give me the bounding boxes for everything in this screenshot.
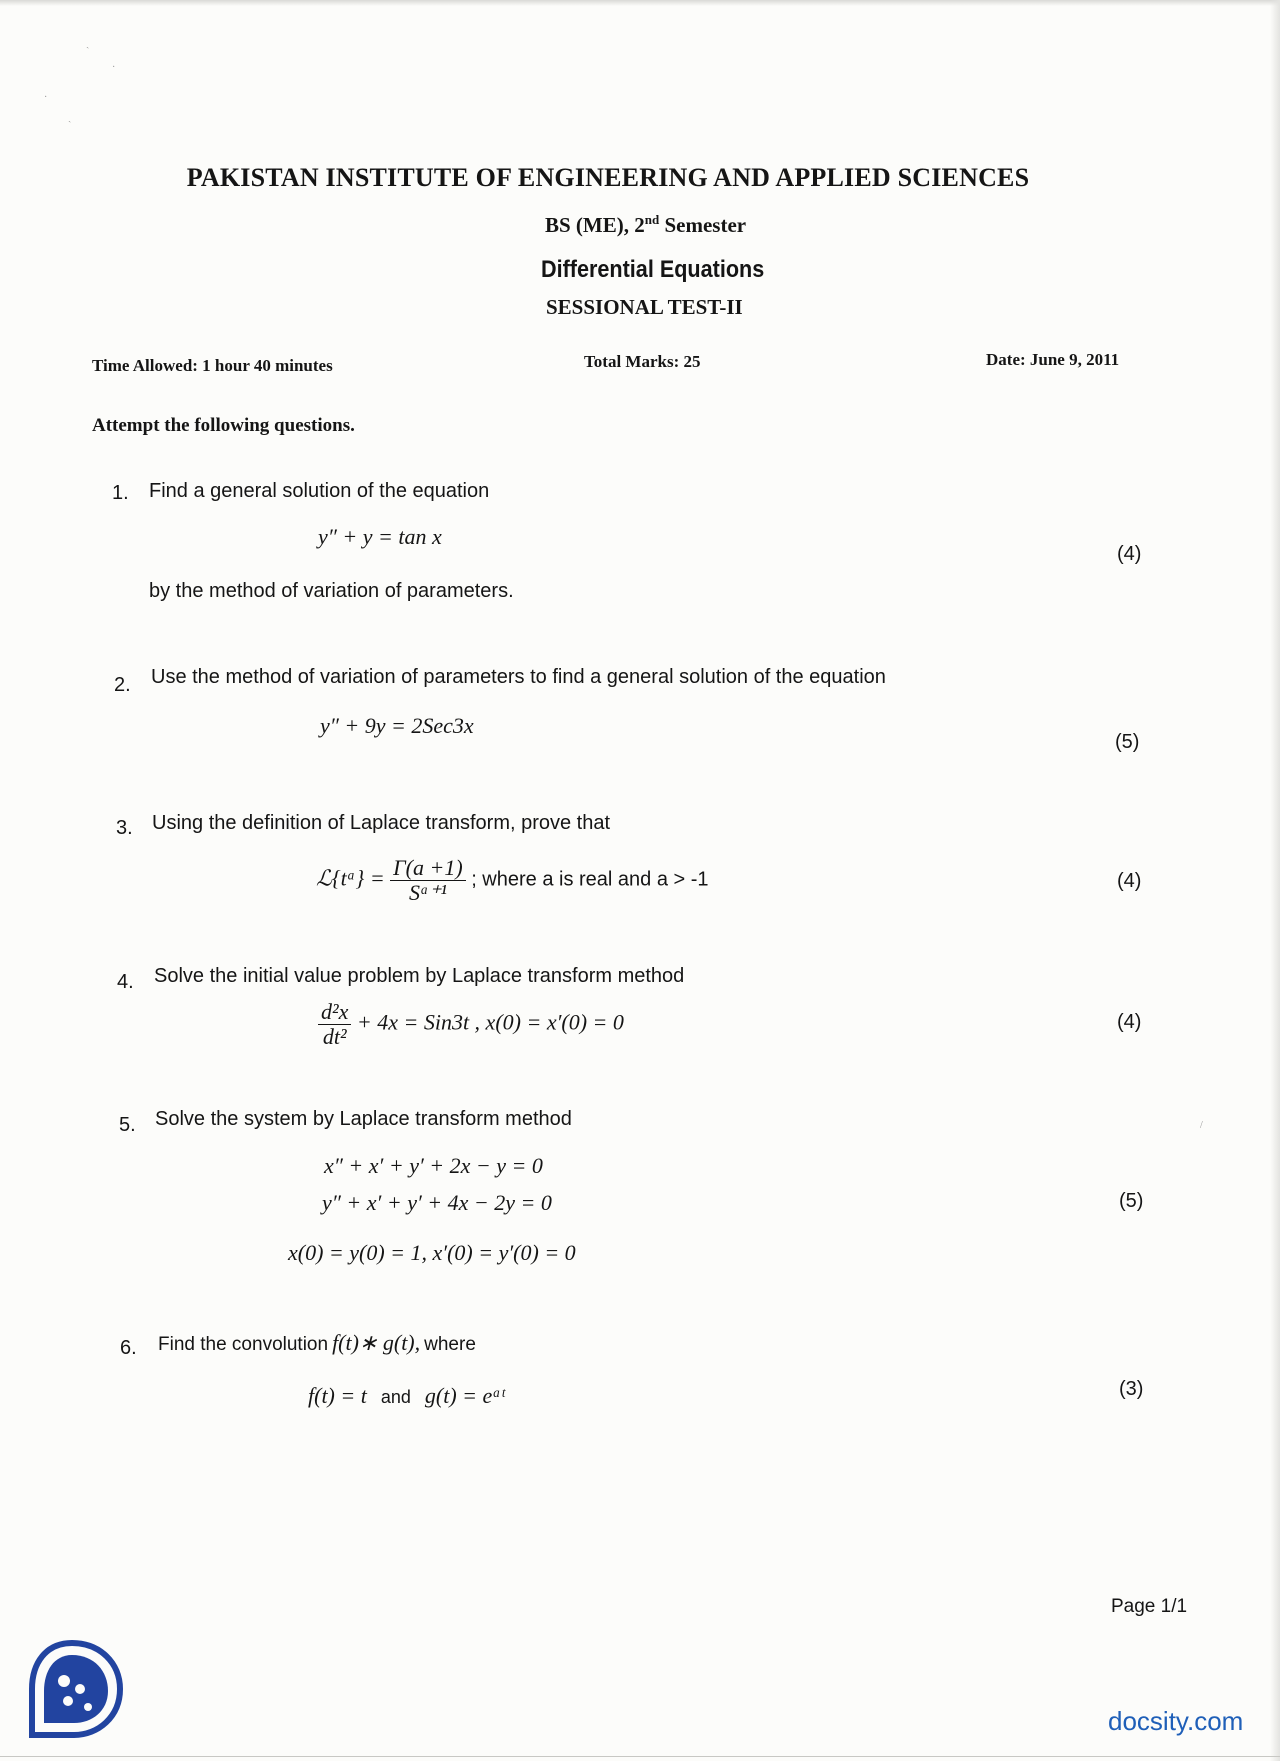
question-marks: (5) bbox=[1115, 731, 1140, 753]
fraction-denominator bbox=[390, 881, 466, 905]
function-definitions bbox=[308, 1383, 505, 1409]
and-word: and bbox=[380, 1387, 411, 1407]
question-text-after: where bbox=[424, 1334, 476, 1355]
denominator-text: dt² bbox=[322, 1024, 347, 1049]
question-marks: (4) bbox=[1117, 1011, 1142, 1033]
program-text: BS (ME), 2 bbox=[545, 213, 645, 237]
institute-title: PAKISTAN INSTITUTE OF ENGINEERING AND APPLIED SCIENCES bbox=[186, 163, 1030, 192]
question-equation bbox=[318, 1000, 624, 1049]
program-line bbox=[545, 212, 746, 238]
system-equation-1 bbox=[324, 1153, 543, 1179]
question-text: Using the definition of Laplace transform, prove that bbox=[152, 812, 611, 834]
question-number: 5. bbox=[119, 1114, 136, 1136]
fraction-numerator bbox=[318, 1000, 351, 1025]
f-definition: f(t) = t bbox=[308, 1383, 367, 1408]
scan-top-shadow bbox=[0, 0, 1280, 6]
question-equation bbox=[320, 713, 474, 739]
docsity-logo-icon bbox=[22, 1637, 126, 1741]
question-equation bbox=[316, 856, 709, 905]
equation-text: y″ + x′ + y′ + 4x − 2y = 0 bbox=[322, 1190, 552, 1215]
scan-right-edge bbox=[1270, 0, 1280, 1761]
denominator-text: Sᵃ⁺¹ bbox=[408, 880, 447, 905]
question-number: 4. bbox=[117, 971, 134, 993]
scan-bottom-edge bbox=[0, 1756, 1280, 1757]
question-text: Use the method of variation of parameters to find a general solution of the equation bbox=[151, 666, 886, 688]
question-line bbox=[158, 1330, 476, 1356]
program-ordinal: nd bbox=[644, 212, 660, 227]
question-number: 6. bbox=[120, 1337, 137, 1359]
question-number: 2. bbox=[114, 674, 131, 696]
laplace-lhs: ℒ{tᵃ} = bbox=[316, 865, 385, 891]
system-equation-2 bbox=[322, 1190, 552, 1216]
equation-text: x(0) = y(0) = 1, x′(0) = y′(0) = 0 bbox=[288, 1240, 576, 1265]
instruction: Attempt the following questions. bbox=[92, 415, 355, 436]
numerator-text: d²x bbox=[321, 999, 349, 1024]
question-text: Find the convolution bbox=[158, 1334, 329, 1355]
test-title: SESSIONAL TEST-II bbox=[546, 295, 743, 319]
course-title: Differential Equations bbox=[541, 256, 765, 283]
question-number: 1. bbox=[112, 482, 129, 504]
derivative-fraction bbox=[318, 1000, 351, 1049]
program-suffix: Semester bbox=[659, 213, 747, 237]
exam-date: Date: June 9, 2011 bbox=[986, 350, 1120, 369]
question-marks: (3) bbox=[1119, 1378, 1144, 1400]
equation-text: x″ + x′ + y′ + 2x − y = 0 bbox=[324, 1153, 543, 1178]
question-number: 3. bbox=[116, 817, 133, 839]
equation-text: y″ + 9y = 2Sec3x bbox=[320, 713, 474, 738]
page-number: Page 1/1 bbox=[1111, 1596, 1188, 1617]
question-marks: (4) bbox=[1117, 543, 1142, 565]
question-text: Solve the system by Laplace transform method bbox=[155, 1108, 572, 1130]
question-text: Find a general solution of the equation bbox=[149, 480, 490, 502]
laplace-condition: ; where a is real and a > -1 bbox=[471, 868, 709, 891]
gamma-fraction bbox=[390, 856, 466, 905]
question-text-after: by the method of variation of parameters. bbox=[149, 580, 514, 602]
question-text: Solve the initial value problem by Laplace transform method bbox=[154, 965, 685, 987]
brand-name[interactable]: docsity.com bbox=[1108, 1706, 1244, 1736]
fraction-denominator bbox=[318, 1025, 351, 1049]
time-allowed: Time Allowed: 1 hour 40 minutes bbox=[92, 356, 333, 375]
numerator-text: Γ(a +1) bbox=[393, 855, 463, 880]
equation-rest: + 4x = Sin3t , x(0) = x′(0) = 0 bbox=[356, 1009, 624, 1035]
question-equation bbox=[318, 524, 442, 550]
g-definition: g(t) = eᵃᵗ bbox=[424, 1383, 505, 1408]
question-marks: (4) bbox=[1117, 870, 1142, 892]
question-marks: (5) bbox=[1119, 1190, 1144, 1212]
equation-text: y″ + y = tan x bbox=[318, 524, 442, 549]
fraction-numerator bbox=[390, 856, 466, 881]
initial-conditions bbox=[288, 1240, 576, 1266]
convolution-expression: f(t)∗ g(t), bbox=[332, 1330, 421, 1355]
total-marks: Total Marks: 25 bbox=[584, 352, 701, 371]
